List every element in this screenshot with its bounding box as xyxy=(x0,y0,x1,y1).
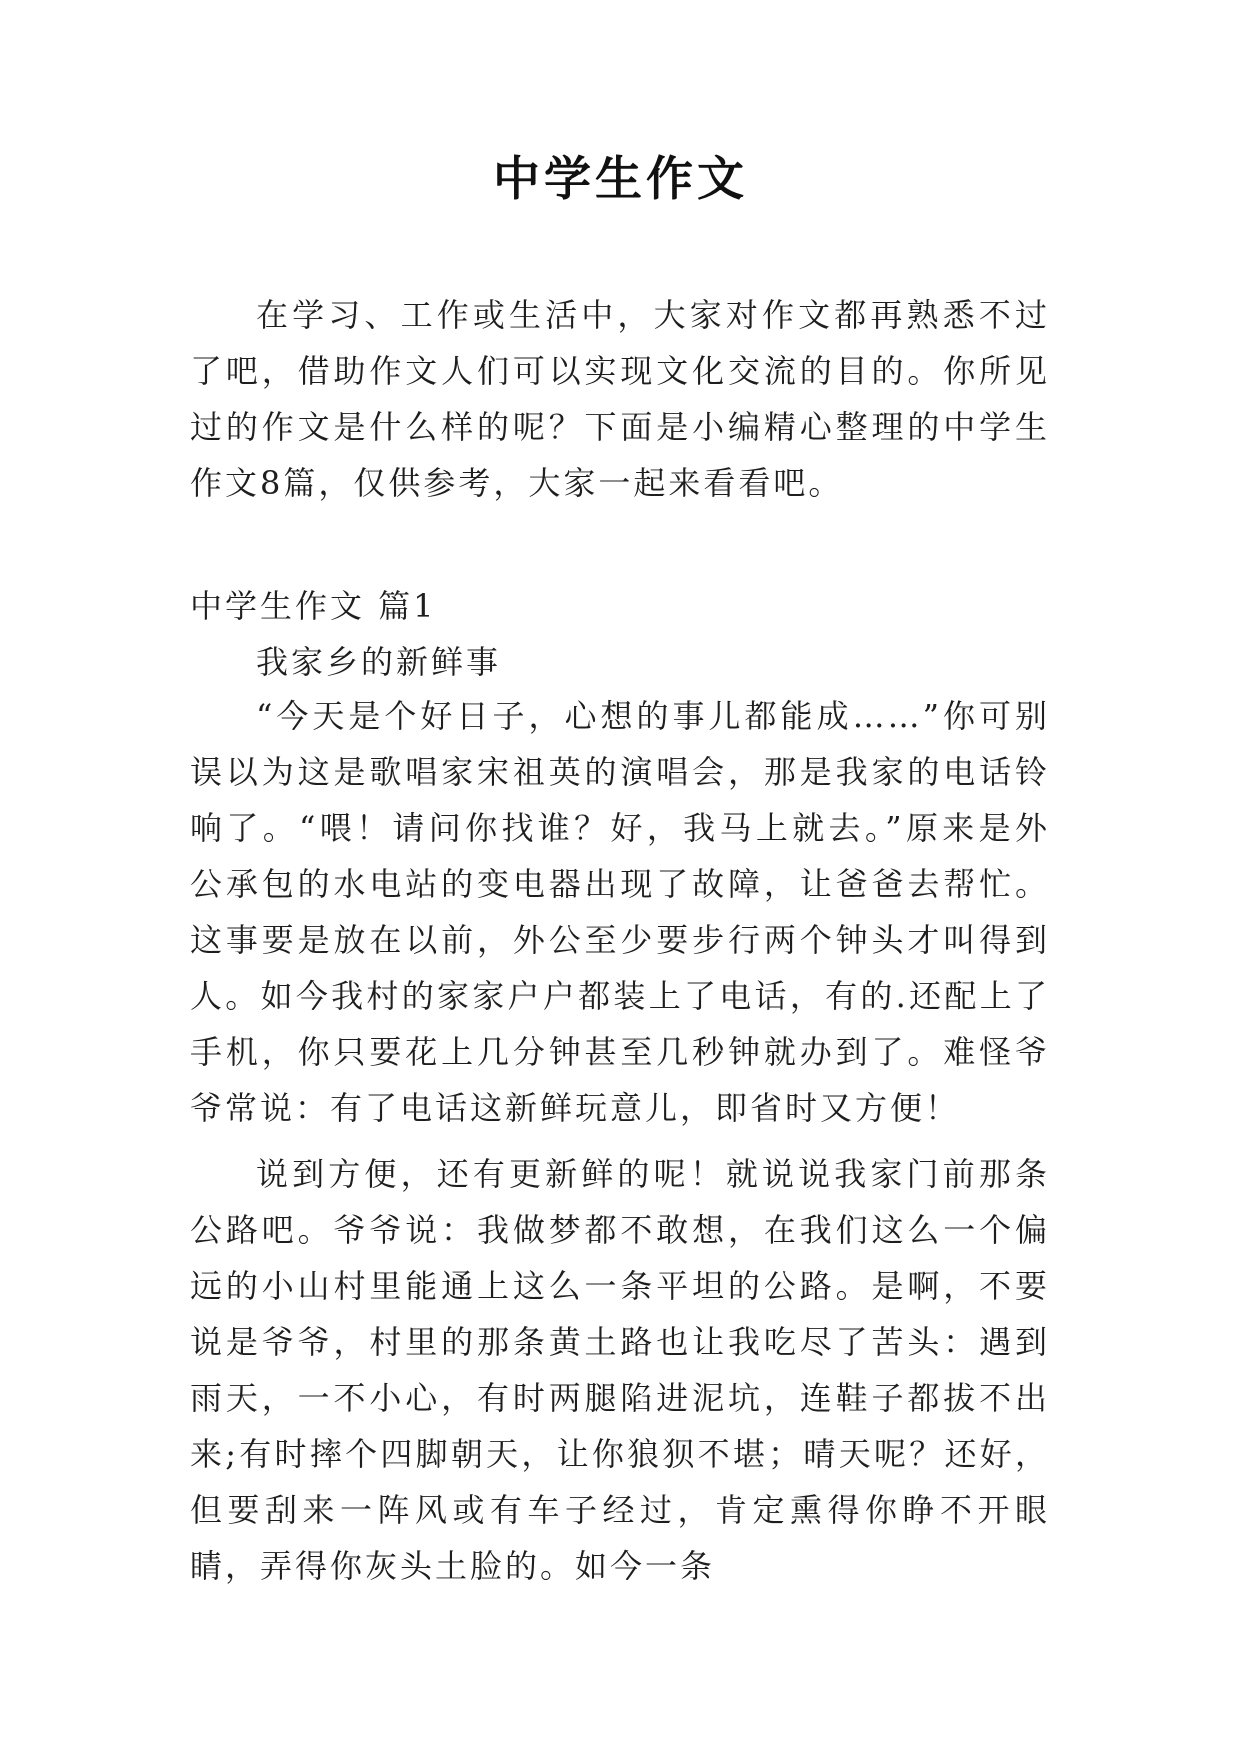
section-heading: 中学生作文 篇1 xyxy=(190,587,437,625)
essay-paragraph-1: “今天是个好日子，心想的事儿都能成……”你可别误以为这是歌唱家宋祖英的演唱会，那是我家的电话铃响了。“喂！请问你找谁？好，我马上就去。”原来是外公承包的水电站的变电器出现了故障，让爸爸去帮忙。这事要是放在以前，外公至少要步行两个钟头才叫得到人。如今我村的家家户户都装上了电话，有的.还配上了手机，你只要花上几分钟甚至几秒钟就办到了。难怪爷爷常说：有了电话这新鲜玩意儿，即省时又方便！ xyxy=(190,697,1050,1127)
intro-paragraph: 在学习、工作或生活中，大家对作文都再熟悉不过了吧，借助作文人们可以实现文化交流的目的。你所见过的作文是什么样的呢？下面是小编精心整理的中学生作文8篇，仅供参考，大家一起来看看吧。 xyxy=(190,296,1050,502)
document-title: 中学生作文 xyxy=(493,152,748,207)
essay-title: 我家乡的新鲜事 xyxy=(256,643,502,681)
essay-paragraph-2: 说到方便，还有更新鲜的呢！就说说我家门前那条公路吧。爷爷说：我做梦都不敢想，在我们这么一个偏远的小山村里能通上这么一条平坦的公路。是啊，不要说是爷爷，村里的那条黄土路也让我吃尽了苦头：遇到雨天，一不小心，有时两腿陷进泥坑，连鞋子都拔不出来;有时摔个四脚朝天，让你狼狈不堪；晴天呢？还好，但要刮来一阵风或有车子经过，肯定熏得你睁不开眼睛，弄得你灰头土脸的。如今一条 xyxy=(190,1155,1050,1585)
